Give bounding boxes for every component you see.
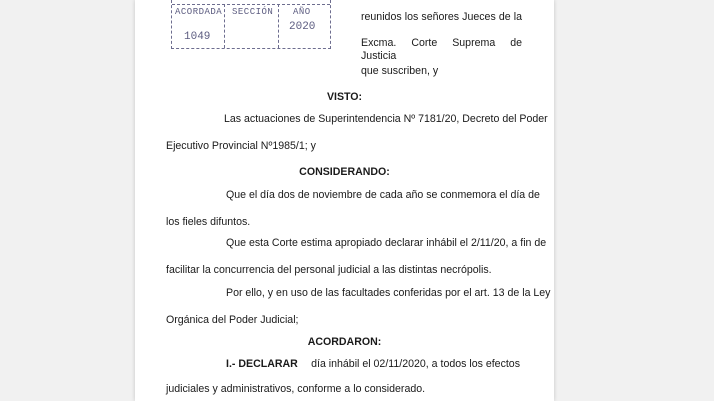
resolution-item-label: I.- DECLARAR [226,358,298,370]
stamp-seccion-label: SECCIÓN [232,7,274,17]
resolution-item-line: judiciales y administrativos, conforme a lo considerado. [166,383,426,395]
visto-heading: VISTO: [326,91,363,103]
stamp-column-divider [278,4,279,48]
stamp-anio-label: AÑO [293,7,311,17]
registry-stamp [171,0,331,49]
considerando-line: Que esta Corte estima apropiado declarar inhábil el 2/11/20, a fin de [226,237,547,249]
visto-line: Ejecutivo Provincial Nº1985/1; y [166,140,316,152]
considerando-line: los fieles difuntos. [166,216,251,228]
acordaron-heading: ACORDARON: [307,336,382,348]
intro-line: Excma. Corte Suprema de Justicia [361,37,522,62]
stamp-acordada-label: ACORDADA [175,7,223,17]
document-page [135,0,554,401]
considerando-line: Por ello, y en uso de las facultades conferidas por el art. 13 de la Ley [226,287,551,299]
considerando-heading: CONSIDERANDO: [299,166,390,178]
intro-line: que suscriben, y [361,65,439,77]
considerando-line: facilitar la concurrencia del personal judicial a las distintas necrópolis. [166,264,492,276]
intro-line: reunidos los señores Jueces de la [361,11,522,23]
stamp-acordada-number: 1049 [184,31,211,43]
visto-line: Las actuaciones de Superintendencia Nº 7181/20, Decreto del Poder [224,113,548,125]
stamp-divider [172,4,330,5]
stamp-anio-value: 2020 [289,21,316,33]
stamp-column-divider [224,4,225,48]
resolution-item-text: día inhábil el 02/11/2020, a todos los efectos [311,358,520,370]
resolution-item-1 [226,358,520,371]
considerando-line: Que el día dos de noviembre de cada año se conmemora el día de [226,189,540,201]
considerando-line: Orgánica del Poder Judicial; [166,314,299,326]
